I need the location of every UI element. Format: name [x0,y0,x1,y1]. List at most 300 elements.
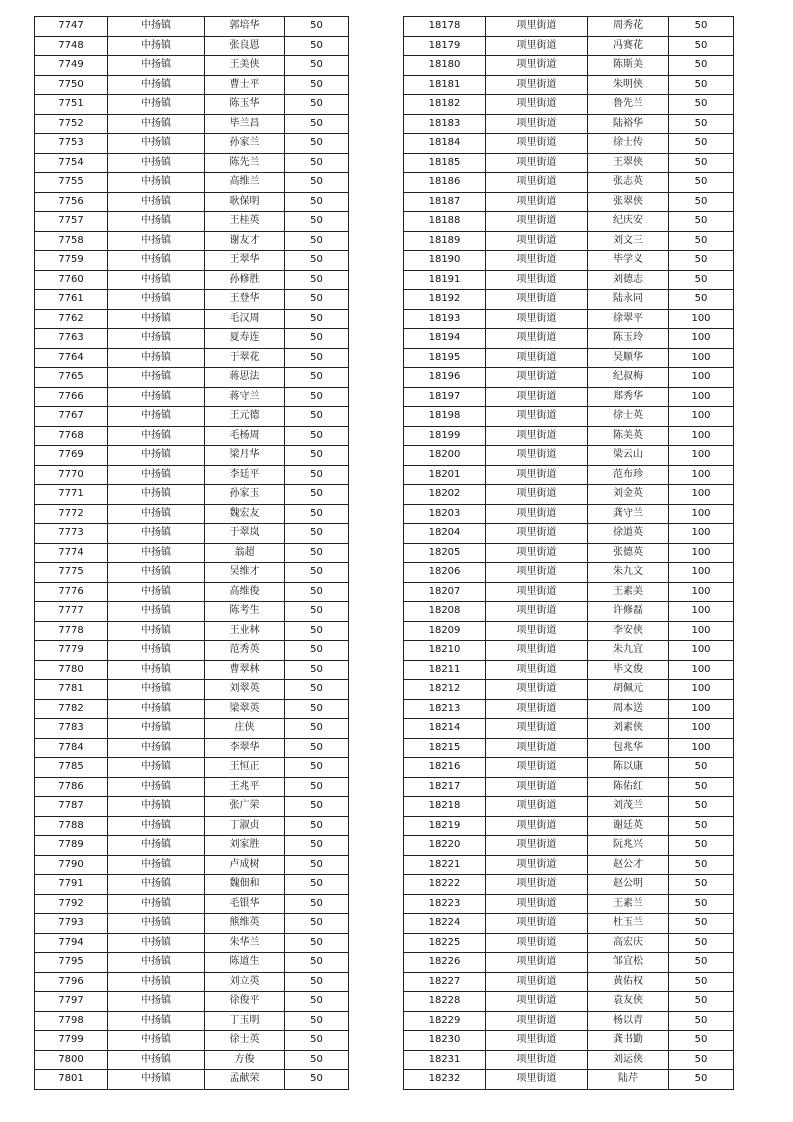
table-row [35,387,349,407]
town-cell: 中扬镇 [108,972,205,992]
table-row [404,270,734,290]
amount-cell: 100 [669,582,734,602]
serial-number-cell: 18187 [404,192,486,212]
serial-number-cell: 18195 [404,348,486,368]
name-cell: 陈先兰 [205,153,285,173]
serial-number-cell: 7755 [35,173,108,193]
name-cell: 蒋守兰 [205,387,285,407]
town-cell: 中扬镇 [108,875,205,895]
table-row [404,816,734,836]
name-cell: 王恒正 [205,758,285,778]
amount-cell: 50 [285,719,349,739]
amount-cell: 50 [285,1011,349,1031]
table-row [404,348,734,368]
serial-number-cell: 18183 [404,114,486,134]
table-row [404,173,734,193]
serial-number-cell: 7786 [35,777,108,797]
town-cell: 中扬镇 [108,212,205,232]
right-table-body [404,17,734,1090]
serial-number-cell: 7797 [35,992,108,1012]
town-cell: 项里街道 [486,75,588,95]
serial-number-cell: 7794 [35,933,108,953]
name-cell: 徐士英 [588,407,669,427]
amount-cell: 50 [669,777,734,797]
name-cell: 王翠侠 [588,153,669,173]
table-row [404,914,734,934]
table-row [404,212,734,232]
serial-number-cell: 7781 [35,680,108,700]
town-cell: 中扬镇 [108,758,205,778]
table-row [404,329,734,349]
table-row [35,894,349,914]
name-cell: 卢成树 [205,855,285,875]
name-cell: 魏宏友 [205,504,285,524]
amount-cell: 50 [285,407,349,427]
town-cell: 项里街道 [486,504,588,524]
town-cell: 中扬镇 [108,719,205,739]
name-cell: 龚守兰 [588,504,669,524]
table-row [35,543,349,563]
serial-number-cell: 18200 [404,446,486,466]
amount-cell: 50 [285,972,349,992]
amount-cell: 50 [285,933,349,953]
table-row [35,446,349,466]
town-cell: 中扬镇 [108,738,205,758]
serial-number-cell: 18188 [404,212,486,232]
name-cell: 包兆华 [588,738,669,758]
name-cell: 刘家胜 [205,836,285,856]
name-cell: 王素美 [588,582,669,602]
table-row [404,465,734,485]
table-row [35,348,349,368]
table-row [404,972,734,992]
amount-cell: 50 [285,953,349,973]
serial-number-cell: 18220 [404,836,486,856]
town-cell: 项里街道 [486,777,588,797]
town-cell: 项里街道 [486,270,588,290]
amount-cell: 50 [285,465,349,485]
name-cell: 刘文三 [588,231,669,251]
table-row [404,699,734,719]
amount-cell: 100 [669,387,734,407]
table-row [404,582,734,602]
town-cell: 中扬镇 [108,524,205,544]
town-cell: 中扬镇 [108,192,205,212]
town-cell: 项里街道 [486,17,588,37]
amount-cell: 50 [285,348,349,368]
town-cell: 项里街道 [486,680,588,700]
name-cell: 王翠华 [205,251,285,271]
table-row [35,563,349,583]
amount-cell: 50 [285,309,349,329]
serial-number-cell: 7789 [35,836,108,856]
name-cell: 胡佩元 [588,680,669,700]
name-cell: 孙家玉 [205,485,285,505]
amount-cell: 50 [285,602,349,622]
amount-cell: 50 [669,992,734,1012]
amount-cell: 50 [285,582,349,602]
town-cell: 中扬镇 [108,290,205,310]
name-cell: 谢友才 [205,231,285,251]
name-cell: 耿保明 [205,192,285,212]
amount-cell: 50 [285,173,349,193]
town-cell: 中扬镇 [108,660,205,680]
name-cell: 赵公才 [588,855,669,875]
amount-cell: 50 [285,231,349,251]
name-cell: 刘德志 [588,270,669,290]
table-row [35,582,349,602]
serial-number-cell: 7790 [35,855,108,875]
table-row [35,875,349,895]
serial-number-cell: 18181 [404,75,486,95]
table-row [35,251,349,271]
amount-cell: 100 [669,621,734,641]
serial-number-cell: 7799 [35,1031,108,1051]
table-row [35,816,349,836]
amount-cell: 50 [285,1031,349,1051]
town-cell: 中扬镇 [108,699,205,719]
name-cell: 张广荣 [205,797,285,817]
amount-cell: 50 [285,368,349,388]
name-cell: 孙家兰 [205,134,285,154]
amount-cell: 50 [285,875,349,895]
name-cell: 陈佑红 [588,777,669,797]
left-table-body [35,17,349,1090]
town-cell: 项里街道 [486,933,588,953]
serial-number-cell: 18185 [404,153,486,173]
serial-number-cell: 7775 [35,563,108,583]
serial-number-cell: 7784 [35,738,108,758]
name-cell: 梁月华 [205,446,285,466]
town-cell: 中扬镇 [108,153,205,173]
town-cell: 中扬镇 [108,855,205,875]
town-cell: 中扬镇 [108,270,205,290]
table-row [404,56,734,76]
amount-cell: 50 [669,836,734,856]
serial-number-cell: 7765 [35,368,108,388]
table-row [35,1031,349,1051]
name-cell: 冯赛花 [588,36,669,56]
serial-number-cell: 18201 [404,465,486,485]
right-roster-table [403,16,734,1090]
amount-cell: 50 [669,894,734,914]
name-cell: 纪庆安 [588,212,669,232]
town-cell: 项里街道 [486,56,588,76]
table-row [404,17,734,37]
name-cell: 陈美英 [588,426,669,446]
serial-number-cell: 7787 [35,797,108,817]
left-roster-table [34,16,349,1090]
town-cell: 中扬镇 [108,407,205,427]
serial-number-cell: 18180 [404,56,486,76]
town-cell: 项里街道 [486,621,588,641]
town-cell: 中扬镇 [108,446,205,466]
amount-cell: 50 [285,75,349,95]
serial-number-cell: 7761 [35,290,108,310]
town-cell: 项里街道 [486,758,588,778]
serial-number-cell: 18203 [404,504,486,524]
town-cell: 中扬镇 [108,680,205,700]
serial-number-cell: 7798 [35,1011,108,1031]
serial-number-cell: 7751 [35,95,108,115]
town-cell: 中扬镇 [108,17,205,37]
amount-cell: 50 [285,660,349,680]
town-cell: 项里街道 [486,290,588,310]
town-cell: 中扬镇 [108,231,205,251]
name-cell: 刘素侠 [588,719,669,739]
name-cell: 毕文俊 [588,660,669,680]
serial-number-cell: 7773 [35,524,108,544]
serial-number-cell: 18223 [404,894,486,914]
table-row [404,855,734,875]
amount-cell: 50 [285,1070,349,1090]
name-cell: 刘运侠 [588,1050,669,1070]
town-cell: 中扬镇 [108,641,205,661]
table-row [404,660,734,680]
amount-cell: 100 [669,738,734,758]
name-cell: 刘立英 [205,972,285,992]
serial-number-cell: 18226 [404,953,486,973]
table-row [35,95,349,115]
name-cell: 王元德 [205,407,285,427]
table-row [404,504,734,524]
town-cell: 项里街道 [486,309,588,329]
serial-number-cell: 18190 [404,251,486,271]
name-cell: 王登华 [205,290,285,310]
name-cell: 孙修胜 [205,270,285,290]
name-cell: 郑秀华 [588,387,669,407]
table-row [35,524,349,544]
town-cell: 项里街道 [486,36,588,56]
town-cell: 项里街道 [486,660,588,680]
town-cell: 项里街道 [486,387,588,407]
serial-number-cell: 18214 [404,719,486,739]
serial-number-cell: 7748 [35,36,108,56]
name-cell: 梁云山 [588,446,669,466]
serial-number-cell: 18178 [404,17,486,37]
amount-cell: 100 [669,699,734,719]
amount-cell: 50 [669,114,734,134]
serial-number-cell: 7770 [35,465,108,485]
table-row [404,426,734,446]
serial-number-cell: 7793 [35,914,108,934]
amount-cell: 100 [669,641,734,661]
town-cell: 项里街道 [486,602,588,622]
amount-cell: 100 [669,680,734,700]
table-row [35,173,349,193]
name-cell: 高维兰 [205,173,285,193]
name-cell: 朱华兰 [205,933,285,953]
name-cell: 陈以康 [588,758,669,778]
amount-cell: 50 [285,251,349,271]
name-cell: 陈斯美 [588,56,669,76]
amount-cell: 50 [669,173,734,193]
name-cell: 陈玉华 [205,95,285,115]
name-cell: 王兆平 [205,777,285,797]
serial-number-cell: 7771 [35,485,108,505]
amount-cell: 50 [285,212,349,232]
table-row [35,290,349,310]
table-row [35,1011,349,1031]
serial-number-cell: 18206 [404,563,486,583]
name-cell: 夏寿连 [205,329,285,349]
town-cell: 中扬镇 [108,933,205,953]
name-cell: 徐俊平 [205,992,285,1012]
amount-cell: 50 [669,875,734,895]
name-cell: 王素兰 [588,894,669,914]
amount-cell: 50 [285,387,349,407]
amount-cell: 50 [285,797,349,817]
amount-cell: 50 [285,485,349,505]
town-cell: 项里街道 [486,543,588,563]
name-cell: 周本送 [588,699,669,719]
amount-cell: 50 [285,816,349,836]
table-row [404,75,734,95]
table-row [404,231,734,251]
table-row [35,836,349,856]
name-cell: 王桂英 [205,212,285,232]
serial-number-cell: 7783 [35,719,108,739]
serial-number-cell: 18227 [404,972,486,992]
town-cell: 中扬镇 [108,621,205,641]
name-cell: 郭培华 [205,17,285,37]
serial-number-cell: 7753 [35,134,108,154]
serial-number-cell: 7795 [35,953,108,973]
amount-cell: 50 [669,972,734,992]
table-row [35,758,349,778]
amount-cell: 100 [669,504,734,524]
name-cell: 徐道英 [588,524,669,544]
name-cell: 翁超 [205,543,285,563]
name-cell: 李安侠 [588,621,669,641]
table-row [35,738,349,758]
serial-number-cell: 7769 [35,446,108,466]
name-cell: 朱九宜 [588,641,669,661]
table-row [35,855,349,875]
table-row [35,914,349,934]
table-row [404,192,734,212]
name-cell: 曹士平 [205,75,285,95]
town-cell: 项里街道 [486,953,588,973]
amount-cell: 50 [669,816,734,836]
town-cell: 中扬镇 [108,251,205,271]
amount-cell: 50 [285,153,349,173]
table-row [404,368,734,388]
table-row [35,426,349,446]
table-row [404,680,734,700]
amount-cell: 50 [285,114,349,134]
serial-number-cell: 7754 [35,153,108,173]
table-row [35,114,349,134]
town-cell: 中扬镇 [108,836,205,856]
town-cell: 项里街道 [486,524,588,544]
table-row [404,524,734,544]
table-row [404,894,734,914]
serial-number-cell: 18191 [404,270,486,290]
serial-number-cell: 7801 [35,1070,108,1090]
table-row [35,992,349,1012]
serial-number-cell: 18189 [404,231,486,251]
amount-cell: 50 [285,758,349,778]
table-row [404,836,734,856]
name-cell: 魏佃和 [205,875,285,895]
name-cell: 徐士英 [205,1031,285,1051]
amount-cell: 50 [285,777,349,797]
amount-cell: 100 [669,309,734,329]
serial-number-cell: 18193 [404,309,486,329]
serial-number-cell: 18211 [404,660,486,680]
table-row [35,777,349,797]
table-row [35,972,349,992]
table-row [404,290,734,310]
name-cell: 毕兰昌 [205,114,285,134]
amount-cell: 50 [669,56,734,76]
serial-number-cell: 7791 [35,875,108,895]
town-cell: 中扬镇 [108,485,205,505]
serial-number-cell: 7778 [35,621,108,641]
town-cell: 中扬镇 [108,426,205,446]
town-cell: 项里街道 [486,192,588,212]
amount-cell: 50 [669,134,734,154]
amount-cell: 100 [669,660,734,680]
town-cell: 中扬镇 [108,114,205,134]
name-cell: 邹宜松 [588,953,669,973]
serial-number-cell: 18213 [404,699,486,719]
amount-cell: 100 [669,602,734,622]
amount-cell: 100 [669,719,734,739]
town-cell: 项里街道 [486,875,588,895]
amount-cell: 50 [669,17,734,37]
name-cell: 丁玉明 [205,1011,285,1031]
name-cell: 于翠花 [205,348,285,368]
serial-number-cell: 7785 [35,758,108,778]
name-cell: 丁淑贞 [205,816,285,836]
town-cell: 项里街道 [486,1031,588,1051]
serial-number-cell: 7749 [35,56,108,76]
name-cell: 范布珍 [588,465,669,485]
name-cell: 蒋思法 [205,368,285,388]
town-cell: 项里街道 [486,173,588,193]
name-cell: 徐士传 [588,134,669,154]
name-cell: 纪叔梅 [588,368,669,388]
serial-number-cell: 7752 [35,114,108,134]
amount-cell: 50 [285,621,349,641]
name-cell: 张翠侠 [588,192,669,212]
town-cell: 项里街道 [486,738,588,758]
name-cell: 阮兆兴 [588,836,669,856]
town-cell: 项里街道 [486,1050,588,1070]
town-cell: 项里街道 [486,836,588,856]
name-cell: 刘茂兰 [588,797,669,817]
amount-cell: 50 [285,992,349,1012]
table-row [404,407,734,427]
serial-number-cell: 7800 [35,1050,108,1070]
town-cell: 项里街道 [486,1070,588,1090]
table-row [404,719,734,739]
town-cell: 项里街道 [486,641,588,661]
table-row [35,641,349,661]
town-cell: 中扬镇 [108,777,205,797]
town-cell: 中扬镇 [108,914,205,934]
table-row [404,1050,734,1070]
amount-cell: 50 [285,446,349,466]
serial-number-cell: 18224 [404,914,486,934]
name-cell: 于翠岚 [205,524,285,544]
town-cell: 项里街道 [486,407,588,427]
table-row [35,17,349,37]
amount-cell: 50 [669,231,734,251]
serial-number-cell: 7757 [35,212,108,232]
